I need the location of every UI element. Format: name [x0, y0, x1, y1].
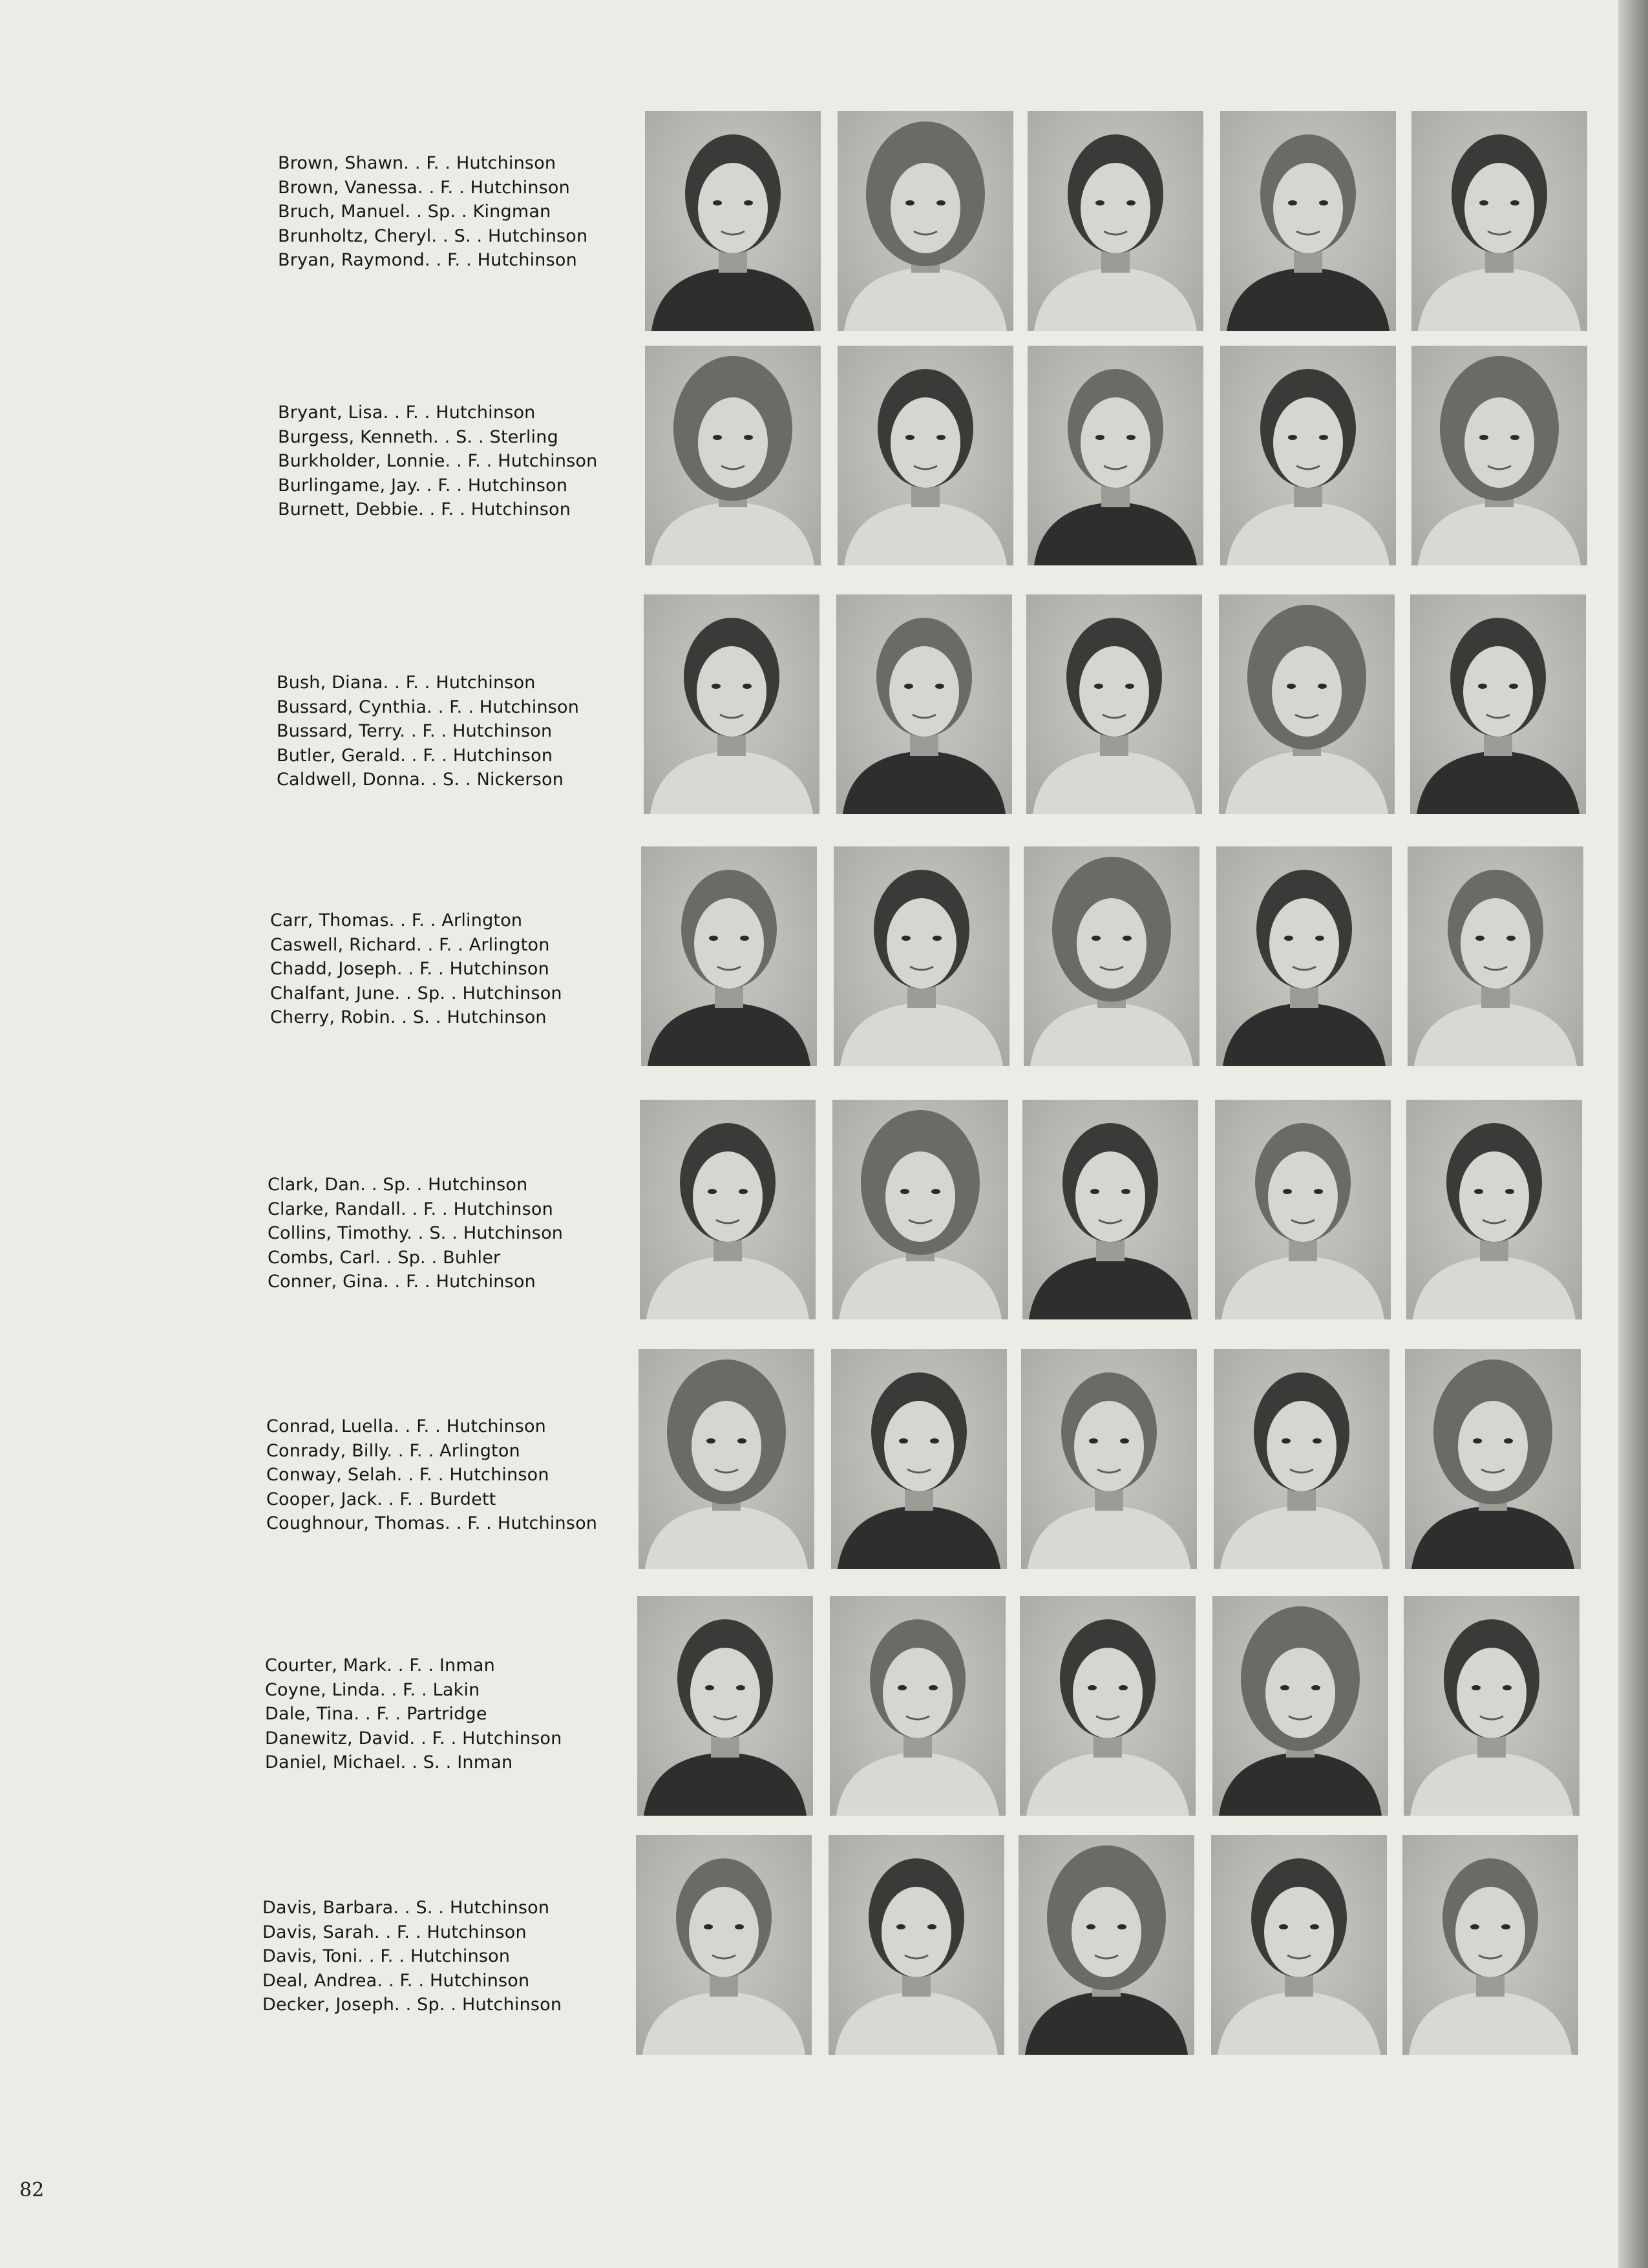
portrait-body	[1225, 751, 1388, 814]
portrait-body	[1227, 268, 1389, 331]
portrait-body	[1414, 1003, 1577, 1066]
student-portrait	[1411, 111, 1587, 331]
portrait-eye	[1123, 936, 1132, 941]
portrait-face	[1464, 163, 1534, 253]
student-name: Davis, Barbara. . S. . Hutchinson	[262, 1898, 550, 1918]
page-edge-shadow	[1618, 0, 1648, 2268]
student-portrait	[1020, 1596, 1196, 1816]
portrait-silhouette	[830, 1596, 1006, 1816]
student-portrait	[1411, 346, 1587, 565]
portrait-body	[1034, 268, 1197, 331]
portrait-silhouette	[641, 846, 817, 1066]
portrait-face	[1267, 1401, 1336, 1491]
portrait-face	[1455, 1887, 1525, 1977]
portrait-silhouette	[637, 1596, 813, 1816]
portrait-eye	[935, 684, 944, 689]
portrait-body	[645, 1506, 808, 1569]
student-portrait	[829, 1835, 1004, 2055]
student-portrait	[1021, 1349, 1197, 1569]
page-number: 82	[19, 2179, 45, 2201]
student-portrait	[1028, 346, 1203, 565]
portrait-body	[1221, 1256, 1384, 1319]
portrait-eye	[740, 936, 749, 941]
portrait-body	[838, 1506, 1000, 1569]
student-portrait	[1026, 594, 1202, 814]
portrait-eye	[1288, 435, 1297, 440]
portrait-eye	[1088, 1685, 1097, 1690]
portrait-silhouette	[838, 346, 1013, 565]
portrait-eye	[902, 936, 911, 941]
portrait-face	[1079, 646, 1149, 737]
portrait-silhouette	[1220, 346, 1396, 565]
portrait-eye	[1280, 1685, 1289, 1690]
portrait-eye	[1315, 936, 1324, 941]
student-portrait	[1404, 1596, 1579, 1816]
portrait-eye	[930, 1438, 939, 1444]
portrait-body	[1223, 1003, 1386, 1066]
portrait-face	[1073, 1648, 1143, 1738]
portrait-eye	[1089, 1438, 1098, 1444]
student-name: Burgess, Kenneth. . S. . Sterling	[278, 426, 558, 447]
student-name: Bussard, Cynthia. . F. . Hutchinson	[277, 697, 580, 717]
portrait-eye	[929, 1685, 938, 1690]
portrait-body	[840, 1003, 1003, 1066]
portrait-eye	[933, 936, 942, 941]
portrait-silhouette	[1411, 346, 1587, 565]
portrait-silhouette	[1211, 1835, 1387, 2055]
student-portrait	[641, 846, 817, 1066]
portrait-face	[693, 1151, 763, 1242]
portrait-eye	[1473, 1438, 1482, 1444]
student-portrait	[1215, 1100, 1391, 1319]
portrait-body	[1028, 1506, 1190, 1569]
portrait-body	[1026, 1752, 1189, 1816]
portrait-eye	[1092, 936, 1101, 941]
names-list	[265, 1654, 627, 1775]
portrait-silhouette	[1220, 111, 1396, 331]
student-portrait	[1405, 1349, 1581, 1569]
student-portrait	[640, 1100, 816, 1319]
portrait-eye	[1313, 1438, 1322, 1444]
portrait-eye	[1090, 1189, 1099, 1194]
student-name: Deal, Andrea. . F. . Hutchinson	[262, 1970, 530, 1991]
student-portrait	[1402, 1835, 1578, 2055]
portrait-eye	[743, 684, 752, 689]
portrait-silhouette	[1028, 346, 1203, 565]
student-name: Burlingame, Jay. . F. . Hutchinson	[278, 475, 568, 496]
portrait-eye	[713, 435, 722, 440]
student-name: Chalfant, June. . Sp. . Hutchinson	[270, 983, 562, 1003]
portrait-eye	[1472, 1685, 1481, 1690]
portrait-face	[1463, 646, 1533, 737]
portrait-silhouette	[1021, 1349, 1197, 1569]
student-name: Bush, Diana. . F. . Hutchinson	[277, 673, 536, 693]
portrait-face	[1075, 1151, 1145, 1242]
student-portrait	[1212, 1596, 1388, 1816]
student-name: Coughnour, Thomas. . F. . Hutchinson	[266, 1513, 598, 1533]
portrait-body	[651, 268, 814, 331]
portrait-body	[1220, 1506, 1383, 1569]
portrait-eye	[1505, 1189, 1514, 1194]
portrait-body	[646, 1256, 809, 1319]
student-portrait	[1408, 846, 1583, 1066]
names-list	[278, 151, 640, 273]
portrait-eye	[706, 1438, 715, 1444]
student-name: Dale, Tina. . F. . Partridge	[265, 1704, 487, 1724]
portrait-face	[891, 163, 960, 253]
portrait-eye	[1311, 1685, 1320, 1690]
student-name: Brown, Vanessa. . F. . Hutchinson	[278, 177, 570, 198]
portrait-body	[839, 1256, 1002, 1319]
portrait-eye	[1283, 1189, 1292, 1194]
portrait-face	[891, 397, 960, 488]
student-portrait	[836, 594, 1012, 814]
names-list	[268, 1173, 629, 1294]
portrait-silhouette	[1216, 846, 1392, 1066]
student-name: Cooper, Jack. . F. . Burdett	[266, 1489, 496, 1509]
portrait-eye	[1086, 1924, 1095, 1929]
portrait-face	[1458, 1401, 1528, 1491]
student-portrait	[1216, 846, 1392, 1066]
portrait-silhouette	[1020, 1596, 1196, 1816]
student-portrait	[637, 1596, 813, 1816]
portrait-silhouette	[1019, 1835, 1194, 2055]
portrait-face	[689, 1887, 759, 1977]
portrait-silhouette	[834, 846, 1009, 1066]
portrait-face	[885, 1151, 955, 1242]
portrait-face	[884, 1401, 954, 1491]
student-name: Clark, Dan. . Sp. . Hutchinson	[268, 1175, 528, 1195]
portrait-silhouette	[1026, 594, 1202, 814]
names-list	[278, 401, 640, 522]
portrait-body	[1417, 751, 1579, 814]
student-name: Conrady, Billy. . F. . Arlington	[266, 1440, 520, 1461]
portrait-face	[1459, 1151, 1529, 1242]
portrait-face	[1464, 397, 1534, 488]
portrait-face	[889, 646, 959, 737]
portrait-silhouette	[1212, 1596, 1388, 1816]
student-name: Conrad, Luella. . F. . Hutchinson	[266, 1416, 546, 1436]
portrait-silhouette	[1024, 846, 1199, 1066]
student-portrait	[645, 111, 821, 331]
portrait-silhouette	[831, 1349, 1007, 1569]
portrait-silhouette	[836, 594, 1012, 814]
student-name: Burnett, Debbie. . F. . Hutchinson	[278, 499, 571, 520]
portrait-eye	[896, 1924, 905, 1929]
portrait-eye	[1284, 936, 1293, 941]
portrait-eye	[905, 435, 914, 440]
student-portrait	[1406, 1100, 1582, 1319]
student-portrait	[838, 111, 1013, 331]
student-name: Conner, Gina. . F. . Hutchinson	[268, 1272, 536, 1292]
student-portrait	[1019, 1835, 1194, 2055]
student-portrait	[1024, 846, 1199, 1066]
portrait-face	[1272, 646, 1342, 737]
student-portrait	[1220, 346, 1396, 565]
portrait-face	[1265, 1648, 1335, 1738]
student-portrait	[1022, 1100, 1198, 1319]
names-list	[277, 671, 639, 792]
portrait-eye	[1506, 936, 1516, 941]
portrait-body	[1410, 1752, 1573, 1816]
student-portrait	[645, 346, 821, 565]
portrait-eye	[1474, 1189, 1483, 1194]
student-name: Brown, Shawn. . F. . Hutchinson	[278, 153, 556, 173]
student-name: Courter, Mark. . F. . Inman	[265, 1655, 495, 1675]
portrait-body	[1034, 502, 1197, 565]
portrait-eye	[1478, 684, 1487, 689]
student-portrait	[636, 1835, 812, 2055]
portrait-eye	[927, 1924, 936, 1929]
portrait-body	[1413, 1256, 1576, 1319]
student-name: Caswell, Richard. . F. . Arlington	[270, 934, 550, 955]
portrait-face	[887, 898, 956, 989]
portrait-body	[1025, 1991, 1188, 2055]
portrait-eye	[1287, 684, 1296, 689]
portrait-eye	[736, 1685, 745, 1690]
portrait-eye	[1475, 936, 1484, 941]
student-name: Brunholtz, Cheryl. . S. . Hutchinson	[278, 226, 588, 246]
student-name: Carr, Thomas. . F. . Arlington	[270, 910, 523, 930]
portrait-eye	[905, 200, 914, 205]
portrait-eye	[712, 684, 721, 689]
portrait-eye	[900, 1189, 909, 1194]
portrait-body	[844, 502, 1007, 565]
portrait-face	[1072, 1887, 1141, 1977]
student-portrait	[1410, 594, 1586, 814]
portrait-silhouette	[1404, 1596, 1579, 1816]
portrait-silhouette	[1406, 1100, 1582, 1319]
portrait-eye	[708, 1189, 717, 1194]
portrait-eye	[705, 1685, 714, 1690]
portrait-eye	[1319, 200, 1328, 205]
portrait-silhouette	[636, 1835, 812, 2055]
portrait-body	[1030, 1003, 1193, 1066]
student-portrait	[831, 1349, 1007, 1569]
portrait-face	[692, 1401, 761, 1491]
student-portrait	[639, 1349, 814, 1569]
portrait-face	[1081, 397, 1150, 488]
student-portrait	[644, 594, 819, 814]
student-name: Clarke, Randall. . F. . Hutchinson	[268, 1199, 553, 1219]
student-name: Conway, Selah. . F. . Hutchinson	[266, 1465, 549, 1485]
student-name: Chadd, Joseph. . F. . Hutchinson	[270, 959, 549, 979]
portrait-body	[651, 502, 814, 565]
student-portrait	[834, 846, 1009, 1066]
portrait-face	[1077, 898, 1146, 989]
portrait-silhouette	[1214, 1349, 1389, 1569]
student-portrait	[1220, 111, 1396, 331]
portrait-eye	[744, 200, 753, 205]
portrait-silhouette	[1215, 1100, 1391, 1319]
portrait-silhouette	[645, 346, 821, 565]
portrait-face	[698, 163, 768, 253]
portrait-face	[883, 1648, 953, 1738]
student-portrait	[830, 1596, 1006, 1816]
portrait-body	[844, 268, 1007, 331]
portrait-eye	[1125, 684, 1134, 689]
student-name: Bruch, Manuel. . Sp. . Kingman	[278, 202, 551, 222]
portrait-eye	[1121, 1189, 1130, 1194]
student-name: Davis, Toni. . F. . Hutchinson	[262, 1946, 511, 1966]
portrait-face	[697, 646, 766, 737]
portrait-eye	[1319, 435, 1328, 440]
portrait-eye	[899, 1438, 908, 1444]
portrait-silhouette	[645, 111, 821, 331]
portrait-face	[1268, 1151, 1338, 1242]
portrait-body	[1219, 1752, 1382, 1816]
portrait-face	[690, 1648, 760, 1738]
portrait-eye	[1288, 200, 1297, 205]
student-name: Danewitz, David. . F. . Hutchinson	[265, 1728, 562, 1748]
portrait-silhouette	[1410, 594, 1586, 814]
portrait-eye	[1503, 1685, 1512, 1690]
student-portrait	[1028, 111, 1203, 331]
portrait-silhouette	[1028, 111, 1203, 331]
portrait-eye	[1120, 1438, 1129, 1444]
portrait-eye	[744, 435, 753, 440]
student-name: Cherry, Robin. . S. . Hutchinson	[270, 1007, 547, 1027]
portrait-silhouette	[639, 1349, 814, 1569]
student-name: Coyne, Linda. . F. . Lakin	[265, 1679, 480, 1700]
student-portrait	[1219, 594, 1395, 814]
portrait-face	[1264, 1887, 1334, 1977]
portrait-eye	[1504, 1438, 1513, 1444]
portrait-eye	[1279, 1924, 1288, 1929]
portrait-eye	[1479, 435, 1488, 440]
portrait-body	[835, 1991, 998, 2055]
student-name: Decker, Joseph. . Sp. . Hutchinson	[262, 1995, 562, 2015]
names-list	[266, 1414, 628, 1536]
portrait-eye	[1094, 684, 1103, 689]
student-portrait	[838, 346, 1013, 565]
portrait-face	[1457, 1648, 1527, 1738]
portrait-eye	[1470, 1924, 1479, 1929]
portrait-eye	[1119, 1685, 1128, 1690]
portrait-eye	[1501, 1924, 1510, 1929]
student-name: Butler, Gerald. . F. . Hutchinson	[277, 745, 553, 766]
portrait-eye	[1310, 1924, 1319, 1929]
portrait-silhouette	[838, 111, 1013, 331]
portrait-eye	[936, 200, 945, 205]
portrait-face	[1461, 898, 1530, 989]
portrait-silhouette	[829, 1835, 1004, 2055]
portrait-body	[650, 751, 813, 814]
portrait-eye	[1126, 435, 1136, 440]
portrait-eye	[1510, 200, 1519, 205]
portrait-face	[882, 1887, 951, 1977]
portrait-body	[843, 751, 1006, 814]
portrait-silhouette	[1405, 1349, 1581, 1569]
portrait-eye	[1479, 200, 1488, 205]
student-name: Burkholder, Lonnie. . F. . Hutchinson	[278, 451, 598, 471]
portrait-body	[642, 1991, 805, 2055]
portrait-eye	[931, 1189, 940, 1194]
portrait-eye	[739, 1189, 748, 1194]
student-name: Caldwell, Donna. . S. . Nickerson	[277, 770, 564, 790]
portrait-body	[1029, 1256, 1192, 1319]
student-name: Bryan, Raymond. . F. . Hutchinson	[278, 250, 577, 270]
portrait-silhouette	[1219, 594, 1395, 814]
portrait-body	[644, 1752, 807, 1816]
student-name: Bryant, Lisa. . F. . Hutchinson	[278, 403, 536, 423]
portrait-eye	[898, 1685, 907, 1690]
student-name: Davis, Sarah. . F. . Hutchinson	[262, 1922, 527, 1942]
portrait-face	[698, 397, 768, 488]
portrait-silhouette	[1411, 111, 1587, 331]
portrait-eye	[704, 1924, 713, 1929]
portrait-eye	[709, 936, 718, 941]
student-portrait	[1214, 1349, 1389, 1569]
portrait-eye	[737, 1438, 746, 1444]
portrait-body	[1218, 1991, 1380, 2055]
portrait-silhouette	[644, 594, 819, 814]
portrait-body	[648, 1003, 810, 1066]
portrait-silhouette	[1022, 1100, 1198, 1319]
student-portrait	[832, 1100, 1008, 1319]
names-list	[270, 908, 632, 1030]
portrait-face	[1273, 163, 1343, 253]
portrait-eye	[1510, 435, 1519, 440]
portrait-eye	[936, 435, 945, 440]
portrait-body	[1033, 751, 1196, 814]
portrait-silhouette	[832, 1100, 1008, 1319]
student-name: Daniel, Michael. . S. . Inman	[265, 1752, 513, 1772]
portrait-silhouette	[1402, 1835, 1578, 2055]
portrait-body	[836, 1752, 999, 1816]
portrait-eye	[1095, 200, 1104, 205]
portrait-face	[694, 898, 764, 989]
portrait-eye	[1126, 200, 1136, 205]
portrait-eye	[904, 684, 913, 689]
portrait-face	[1269, 898, 1339, 989]
portrait-body	[1409, 1991, 1572, 2055]
portrait-silhouette	[1408, 846, 1583, 1066]
portrait-body	[1418, 502, 1581, 565]
portrait-eye	[735, 1924, 744, 1929]
student-name: Bussard, Terry. . F. . Hutchinson	[277, 721, 553, 741]
portrait-body	[1227, 502, 1389, 565]
portrait-face	[1074, 1401, 1144, 1491]
portrait-body	[1411, 1506, 1574, 1569]
portrait-eye	[713, 200, 722, 205]
student-name: Combs, Carl. . Sp. . Buhler	[268, 1247, 501, 1268]
portrait-eye	[1282, 1438, 1291, 1444]
student-portrait	[1211, 1835, 1387, 2055]
portrait-eye	[1314, 1189, 1323, 1194]
portrait-face	[1081, 163, 1150, 253]
portrait-face	[1273, 397, 1343, 488]
student-name: Collins, Timothy. . S. . Hutchinson	[268, 1223, 564, 1243]
names-list	[262, 1896, 624, 2017]
portrait-eye	[1509, 684, 1518, 689]
portrait-body	[1418, 268, 1581, 331]
portrait-silhouette	[640, 1100, 816, 1319]
portrait-eye	[1095, 435, 1104, 440]
portrait-eye	[1318, 684, 1327, 689]
portrait-eye	[1117, 1924, 1126, 1929]
